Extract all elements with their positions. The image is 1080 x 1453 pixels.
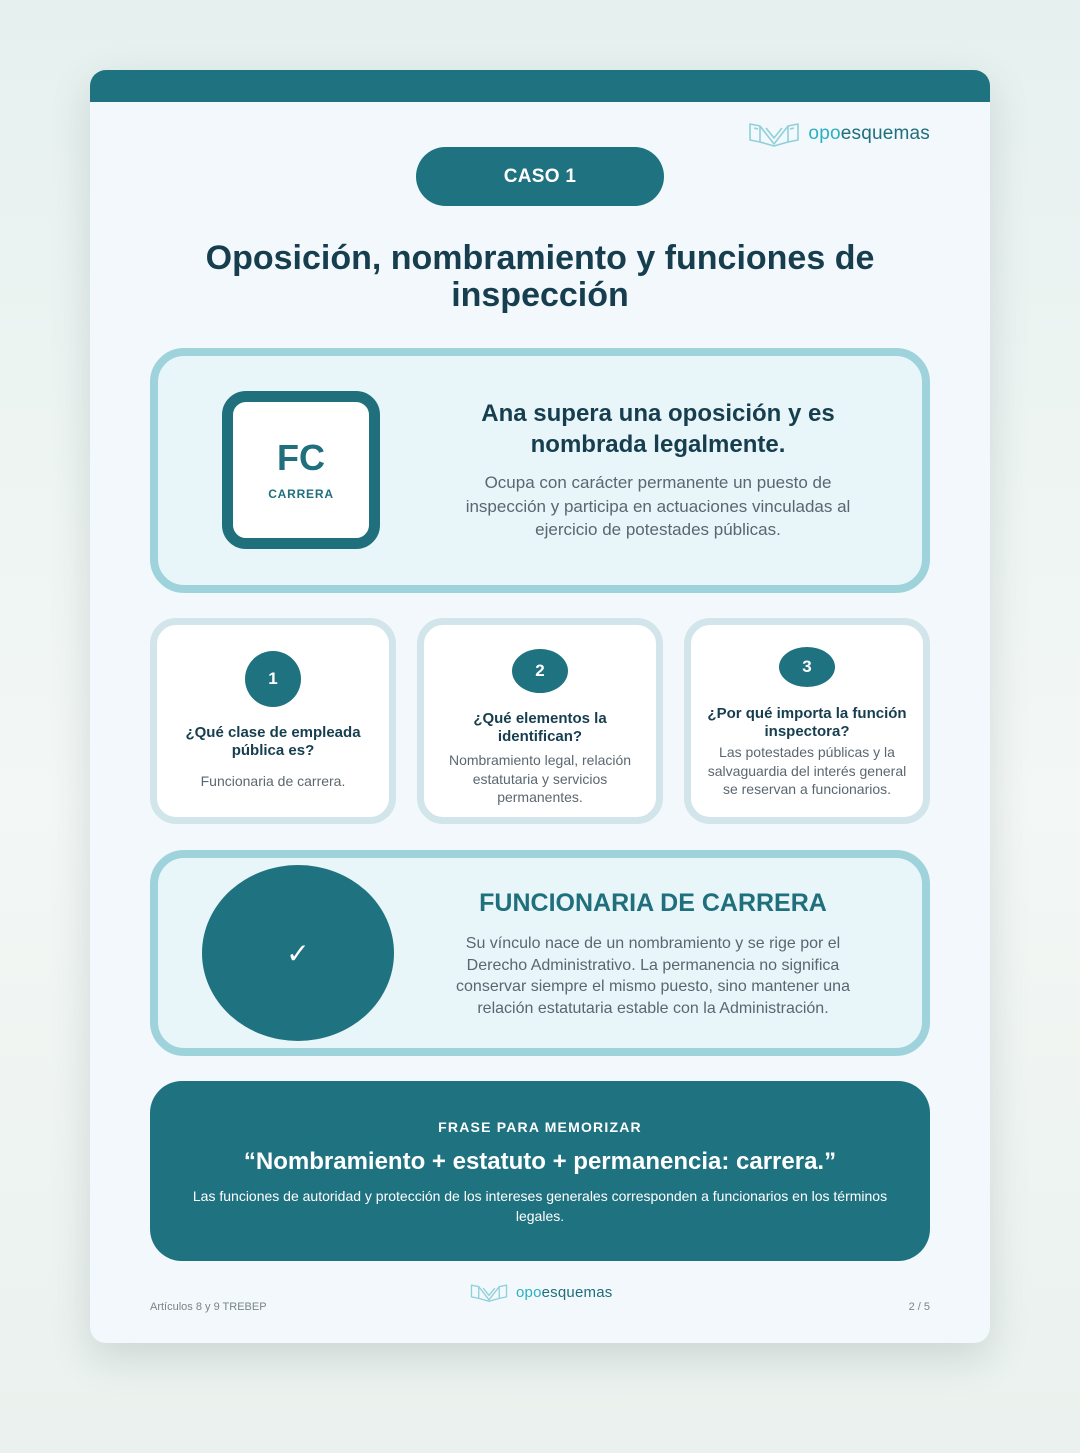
fc-badge — [222, 391, 380, 549]
page-number: 2 / 5 — [908, 1301, 930, 1313]
memorize-box — [150, 1081, 930, 1261]
footer-brand-part2: esquemas — [541, 1284, 613, 1301]
verdict-description: Su vínculo nace de un nombramiento y se rige por el Derecho Administrativo. La permanencia no significa conservar siempre el mismo puesto, sino mantener una relación estatutaria estable con la Administración. — [456, 935, 850, 1017]
footer-brand-logo — [470, 1282, 612, 1303]
question-answer-3: Las potestades públicas y la salvaguardia del interés general se reservan a funcionarios. — [707, 744, 907, 797]
question-text-2: ¿Qué elementos la identifican? — [473, 710, 607, 745]
footer-source: Artículos 8 y 9 TREBEP — [150, 1301, 267, 1313]
question-number-2: 2 — [512, 649, 568, 693]
question-answer-1: Funcionaria de carrera. — [200, 773, 346, 789]
question-text-1: ¿Qué clase de empleada pública es? — [185, 724, 361, 759]
case-label: CASO 1 — [416, 147, 664, 206]
verdict-heading: FUNCIONARIA DE CARRERA — [479, 889, 827, 917]
book-logo-icon — [748, 120, 800, 148]
fc-badge-sub: CARRERA — [268, 487, 334, 501]
top-bar — [90, 70, 990, 102]
question-number-1: 1 — [245, 651, 301, 707]
scenario-heading: Ana supera una oposición y es nombrada legalmente. — [481, 400, 835, 458]
memorize-label: FRASE PARA MEMORIZAR — [438, 1119, 642, 1135]
question-answer-2: Nombramiento legal, relación estatutaria y servicios permanentes. — [448, 752, 632, 805]
brand-logo — [748, 120, 930, 148]
verdict-card — [150, 850, 930, 1056]
page-title: Oposición, nombramiento y funciones de inspección — [205, 239, 875, 314]
fc-badge-main: FC — [277, 437, 325, 478]
question-card-2 — [417, 618, 663, 824]
question-number-3: 3 — [779, 647, 835, 687]
question-text-3: ¿Por qué importa la función inspectora? — [707, 705, 907, 740]
scenario-description: Ocupa con carácter permanente un puesto de inspección y participa en actuaciones vinculadas al ejercicio de potestades públicas. — [465, 473, 851, 539]
check-icon: ✓ — [202, 865, 394, 1041]
brand-name-part1: opo — [808, 123, 841, 144]
question-card-1 — [150, 618, 396, 824]
infographic-card — [90, 70, 990, 1343]
book-logo-icon — [470, 1282, 508, 1303]
question-card-3 — [684, 618, 930, 824]
footer-brand-part1: opo — [516, 1284, 542, 1301]
scenario-card — [150, 348, 930, 593]
brand-name-part2: esquemas — [840, 123, 930, 144]
memorize-quote: “Nombramiento + estatuto + permanencia: carrera.” — [243, 1148, 837, 1175]
memorize-note: Las funciones de autoridad y protección de los intereses generales corresponden a funcionarios en los términos legales. — [192, 1188, 888, 1224]
